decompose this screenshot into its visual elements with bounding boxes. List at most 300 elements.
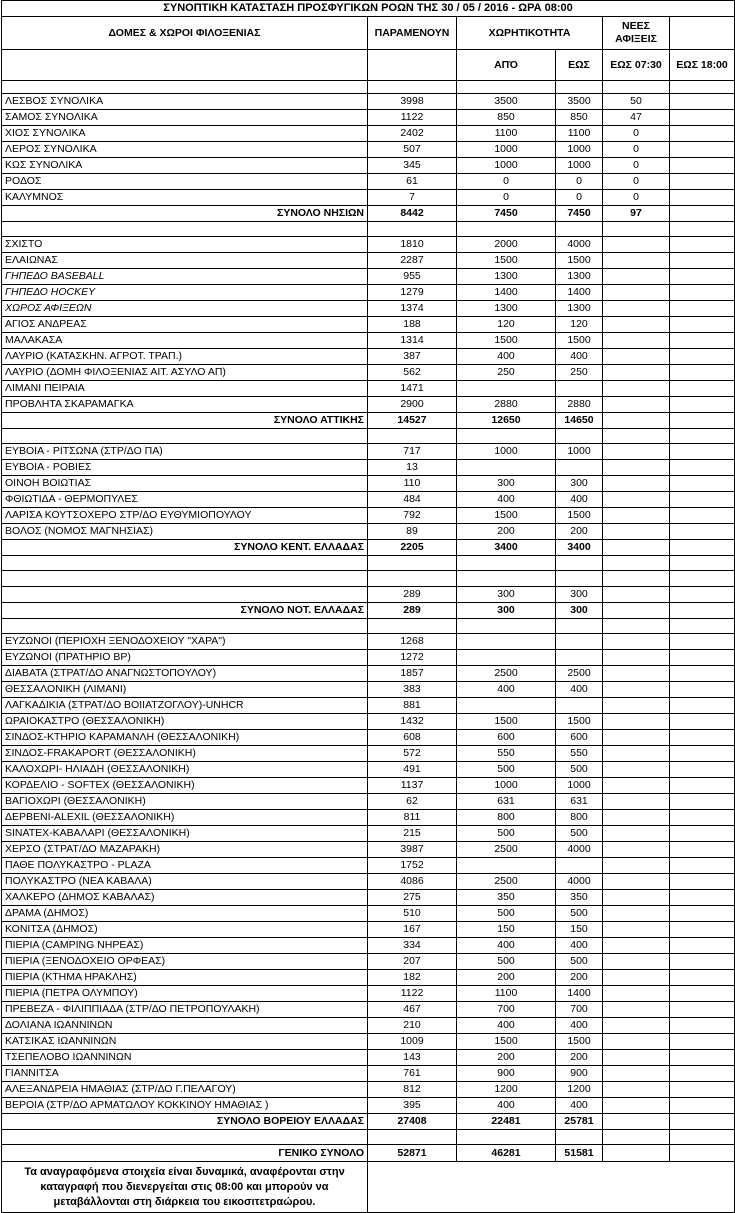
cell-to: 1400 <box>556 285 603 301</box>
spacer-row <box>2 556 735 571</box>
table-row <box>2 190 735 206</box>
table-row <box>2 365 735 381</box>
cell-arr1800 <box>670 1050 735 1066</box>
cell-arr1800 <box>670 1034 735 1050</box>
cell-remaining: 27408 <box>368 1114 457 1130</box>
cell-arr0730 <box>603 1018 670 1034</box>
cell-name: ΣΙΝΔΟΣ-ΚΤΗΡΙΟ ΚΑΡΑΜΑΝΛΗ (ΘΕΣΣΑΛΟΝΙΚΗ) <box>2 730 368 746</box>
cell-from: 120 <box>457 317 556 333</box>
cell-remaining: 1137 <box>368 778 457 794</box>
cell-name: ΑΓΙΟΣ ΑΝΔΡΕΑΣ <box>2 317 368 333</box>
cell-to: 500 <box>556 826 603 842</box>
table-row <box>2 126 735 142</box>
cell-from: 350 <box>457 890 556 906</box>
cell-from <box>457 381 556 397</box>
cell-remaining: 110 <box>368 476 457 492</box>
table-row <box>2 174 735 190</box>
cell-name: ΤΣΕΠΕΛΟΒΟ ΙΩΑΝΝΙΝΩΝ <box>2 1050 368 1066</box>
cell-remaining: 62 <box>368 794 457 810</box>
cell-from: 400 <box>457 938 556 954</box>
cell-remaining: 215 <box>368 826 457 842</box>
cell-remaining: 2287 <box>368 253 457 269</box>
cell-remaining: 143 <box>368 1050 457 1066</box>
cell-name: ΚΩΣ ΣΥΝΟΛΙΚΑ <box>2 158 368 174</box>
cell-name: ΒΑΓΙΟΧΩΡΙ (ΘΕΣΣΑΛΟΝΙΚΗ) <box>2 794 368 810</box>
cell-arr0730 <box>603 349 670 365</box>
cell-from <box>457 698 556 714</box>
cell-name: ΡΟΔΟΣ <box>2 174 368 190</box>
cell-from: 2500 <box>457 666 556 682</box>
cell-name: ΣΥΝΟΛΟ ΝΟΤ. ΕΛΛΑΔΑΣ <box>2 603 368 619</box>
cell-remaining: 8442 <box>368 206 457 222</box>
cell-name: ΦΘΙΩΤΙΔΑ - ΘΕΡΜΟΠΥΛΕΣ <box>2 492 368 508</box>
cell-arr0730 <box>603 476 670 492</box>
cell-arr1800 <box>670 237 735 253</box>
cell-arr0730 <box>603 858 670 874</box>
cell-from: 1400 <box>457 285 556 301</box>
table-row <box>2 842 735 858</box>
cell-from: 22481 <box>457 1114 556 1130</box>
cell-arr0730 <box>603 1098 670 1114</box>
header-remaining: ΠΑΡΑΜΕΝΟΥΝ <box>368 17 457 50</box>
cell-arr1800 <box>670 634 735 650</box>
cell-from: 1500 <box>457 333 556 349</box>
cell-from: 1200 <box>457 1082 556 1098</box>
cell-remaining: 167 <box>368 922 457 938</box>
table-row <box>2 906 735 922</box>
cell-arr0730 <box>603 906 670 922</box>
cell-to: 4000 <box>556 874 603 890</box>
cell-name: ΠΟΛΥΚΑΣΤΡΟ (ΝΕΑ ΚΑΒΑΛΑ) <box>2 874 368 890</box>
cell-to: 300 <box>556 603 603 619</box>
cell-remaining: 387 <box>368 349 457 365</box>
cell-to: 1500 <box>556 714 603 730</box>
table-row <box>2 858 735 874</box>
cell-to: 7450 <box>556 206 603 222</box>
cell-to: 1500 <box>556 508 603 524</box>
cell-name: ΚΑΛΥΜΝΟΣ <box>2 190 368 206</box>
cell-name: ΚΟΝΙΤΣΑ (ΔΗΜΟΣ) <box>2 922 368 938</box>
section-total-row <box>2 603 735 619</box>
cell-remaining: 562 <box>368 365 457 381</box>
cell-arr1800 <box>670 730 735 746</box>
cell-from: 1100 <box>457 986 556 1002</box>
cell-remaining: 1272 <box>368 650 457 666</box>
cell-remaining: 1752 <box>368 858 457 874</box>
cell-arr0730 <box>603 730 670 746</box>
table-row <box>2 810 735 826</box>
cell-name: ΧΑΛΚΕΡΟ (ΔΗΜΟΣ ΚΑΒΑΛΑΣ) <box>2 890 368 906</box>
cell-to: 500 <box>556 762 603 778</box>
cell-remaining: 13 <box>368 460 457 476</box>
cell-remaining: 491 <box>368 762 457 778</box>
cell-arr1800 <box>670 571 735 587</box>
cell-remaining: 510 <box>368 906 457 922</box>
table-row <box>2 460 735 476</box>
cell-name: ΛΕΣΒΟΣ ΣΥΝΟΛΙΚΑ <box>2 94 368 110</box>
cell-to: 1500 <box>556 253 603 269</box>
cell-remaining: 289 <box>368 603 457 619</box>
cell-name: ΜΑΛΑΚΑΣΑ <box>2 333 368 349</box>
cell-arr1800 <box>670 587 735 603</box>
cell-to: 400 <box>556 938 603 954</box>
cell-remaining: 761 <box>368 1066 457 1082</box>
cell-remaining: 484 <box>368 492 457 508</box>
cell-name: ΒΕΡΟΙΑ (ΣΤΡ/ΔΟ ΑΡΜΑΤΩΛΟΥ ΚΟΚΚΙΝΟΥ ΗΜΑΘΙΑΣ ) <box>2 1098 368 1114</box>
cell-from: 850 <box>457 110 556 126</box>
table-row <box>2 794 735 810</box>
cell-remaining: 1122 <box>368 110 457 126</box>
cell-name: ΩΡΑΙΟΚΑΣΤΡΟ (ΘΕΣΣΑΛΟΝΙΚΗ) <box>2 714 368 730</box>
spacer-row <box>2 222 735 237</box>
table-row <box>2 269 735 285</box>
cell-to <box>556 858 603 874</box>
cell-to: 200 <box>556 1050 603 1066</box>
table-row <box>2 826 735 842</box>
cell-arr1800 <box>670 698 735 714</box>
cell-arr0730 <box>603 794 670 810</box>
cell-name: ΔΙΑΒΑΤΑ (ΣΤΡΑΤ/ΔΟ ΑΝΑΓΝΩΣΤΟΠΟΥΛΟΥ) <box>2 666 368 682</box>
cell-from: 1000 <box>457 778 556 794</box>
cell-from: 631 <box>457 794 556 810</box>
table-row <box>2 666 735 682</box>
cell-arr1800 <box>670 444 735 460</box>
cell-name: ΣΙΝΔΟΣ-FRAKAPORT (ΘΕΣΣΑΛΟΝΙΚΗ) <box>2 746 368 762</box>
cell-arr0730 <box>603 986 670 1002</box>
cell-to: 120 <box>556 317 603 333</box>
table-row <box>2 476 735 492</box>
cell-name: ΛΙΜΑΝΙ ΠΕΙΡΑΙΑ <box>2 381 368 397</box>
cell-to: 1300 <box>556 269 603 285</box>
table-row <box>2 954 735 970</box>
cell-remaining: 207 <box>368 954 457 970</box>
cell-arr1800 <box>670 142 735 158</box>
cell-to: 400 <box>556 1098 603 1114</box>
cell-from: 1500 <box>457 253 556 269</box>
cell-name: ΛΕΡΟΣ ΣΥΝΟΛΙΚΑ <box>2 142 368 158</box>
cell-from: 400 <box>457 682 556 698</box>
subheader-row <box>2 50 735 81</box>
table-row <box>2 634 735 650</box>
cell-name: ΟΙΝΟΗ ΒΟΙΩΤΙΑΣ <box>2 476 368 492</box>
cell-arr0730 <box>603 508 670 524</box>
cell-arr0730: 0 <box>603 190 670 206</box>
cell-from: 800 <box>457 810 556 826</box>
cell-arr0730 <box>603 587 670 603</box>
cell-arr1800 <box>670 1066 735 1082</box>
cell-to: 400 <box>556 1018 603 1034</box>
grand-total-row <box>2 1145 735 1162</box>
header-from: ΑΠΌ <box>457 50 556 81</box>
table-row <box>2 682 735 698</box>
cell-to: 4000 <box>556 842 603 858</box>
table-row <box>2 730 735 746</box>
cell-arr0730 <box>603 826 670 842</box>
cell-from: 3500 <box>457 94 556 110</box>
cell-remaining: 2402 <box>368 126 457 142</box>
cell-arr0730 <box>603 746 670 762</box>
cell-name: ΓΕΝΙΚΟ ΣΥΝΟΛΟ <box>2 1145 368 1162</box>
cell-arr0730 <box>603 810 670 826</box>
cell-from: 200 <box>457 1050 556 1066</box>
cell-name: ΓΙΑΝΝΙΤΣΑ <box>2 1066 368 1082</box>
cell-remaining: 572 <box>368 746 457 762</box>
cell-from: 1300 <box>457 269 556 285</box>
cell-remaining: 3987 <box>368 842 457 858</box>
cell-to: 2880 <box>556 397 603 413</box>
cell-remaining: 2900 <box>368 397 457 413</box>
cell-arr1800 <box>670 746 735 762</box>
cell-from: 2500 <box>457 874 556 890</box>
cell-to: 0 <box>556 174 603 190</box>
cell-from <box>457 858 556 874</box>
cell-from: 250 <box>457 365 556 381</box>
cell-name: ΛΑΡΙΣΑ ΚΟΥΤΣΟΧΕΡΟ ΣΤΡ/ΔΟ ΕΥΘΥΜΙΟΠΟΥΛΟΥ <box>2 508 368 524</box>
report-title: ΣΥΝΟΠΤΙΚΗ ΚΑΤΑΣΤΑΣΗ ΠΡΟΣΦΥΓΙΚΩΝ ΡΟΩΝ ΤΗΣ 30 / 05 / 2016 - ΩΡΑ 08:00 <box>2 1 735 17</box>
cell-to: 14650 <box>556 413 603 429</box>
cell-arr1800 <box>670 794 735 810</box>
spacer-row <box>2 619 735 634</box>
cell-remaining: 210 <box>368 1018 457 1034</box>
cell-from: 150 <box>457 922 556 938</box>
table-row <box>2 237 735 253</box>
cell-arr1800 <box>670 826 735 842</box>
cell-name: ΓΗΠΕΔΟ HOCKEY <box>2 285 368 301</box>
refugee-flows-table <box>1 0 735 1213</box>
table-row <box>2 508 735 524</box>
cell-name: ΠΙΕΡΙΑ (CAMPING ΝΗΡΕΑΣ) <box>2 938 368 954</box>
cell-name: ΣΥΝΟΛΟ ΚΕΝΤ. ΕΛΛΑΔΑΣ <box>2 540 368 556</box>
cell-name <box>2 587 368 603</box>
cell-arr1800 <box>670 253 735 269</box>
cell-name: ΠΙΕΡΙΑ (ΚΤΗΜΑ ΗΡΑΚΛΗΣ) <box>2 970 368 986</box>
cell-name: ΧΕΡΣΟ (ΣΤΡΑΤ/ΔΟ ΜΑΖΑΡΑΚΗ) <box>2 842 368 858</box>
cell-to: 3400 <box>556 540 603 556</box>
cell-remaining: 289 <box>368 587 457 603</box>
cell-name: ΠΑΘΕ ΠΟΛΥΚΑΣΤΡΟ - PLAZA <box>2 858 368 874</box>
cell-to: 0 <box>556 190 603 206</box>
cell-name: ΣΑΜΟΣ ΣΥΝΟΛΙΚΑ <box>2 110 368 126</box>
cell-remaining: 1810 <box>368 237 457 253</box>
cell-arr1800 <box>670 94 735 110</box>
cell-to: 300 <box>556 476 603 492</box>
cell-arr1800 <box>670 333 735 349</box>
cell-arr0730 <box>603 970 670 986</box>
cell-from: 12650 <box>457 413 556 429</box>
cell-name: ΠΡΕΒΕΖΑ - ΦΙΛΙΠΠΙΑΔΑ (ΣΤΡ/ΔΟ ΠΕΤΡΟΠΟΥΛΑΚΗ) <box>2 1002 368 1018</box>
cell-arr1800 <box>670 938 735 954</box>
cell-arr1800 <box>670 603 735 619</box>
cell-to: 500 <box>556 906 603 922</box>
table-row <box>2 142 735 158</box>
cell-arr0730: 97 <box>603 206 670 222</box>
cell-from: 1300 <box>457 301 556 317</box>
cell-name: ΣΧΙΣΤΟ <box>2 237 368 253</box>
table-row <box>2 317 735 333</box>
cell-arr0730 <box>603 778 670 794</box>
cell-remaining: 383 <box>368 682 457 698</box>
title-row <box>2 1 735 17</box>
cell-arr1800 <box>670 190 735 206</box>
table-row <box>2 1066 735 1082</box>
cell-arr0730 <box>603 571 670 587</box>
cell-name: ΒΟΛΟΣ (ΝΟΜΟΣ ΜΑΓΝΗΣΙΑΣ) <box>2 524 368 540</box>
cell-name: ΧΙΟΣ ΣΥΝΟΛΙΚΑ <box>2 126 368 142</box>
cell-arr0730 <box>603 1002 670 1018</box>
cell-from <box>457 571 556 587</box>
cell-remaining: 467 <box>368 1002 457 1018</box>
table-row <box>2 524 735 540</box>
cell-name: ΕΥΖΩΝΟΙ (ΠΡΑΤΗΡΙΟ BP) <box>2 650 368 666</box>
cell-to: 2500 <box>556 666 603 682</box>
cell-remaining: 1432 <box>368 714 457 730</box>
cell-remaining: 1268 <box>368 634 457 650</box>
cell-name: ΠΡΟΒΛΗΤΑ ΣΚΑΡΑΜΑΓΚΑ <box>2 397 368 413</box>
cell-arr0730: 50 <box>603 94 670 110</box>
cell-remaining: 188 <box>368 317 457 333</box>
cell-name: ΕΥΒΟΙΑ - ΡΙΤΣΩΝΑ (ΣΤΡ/ΔΟ ΠΑ) <box>2 444 368 460</box>
cell-arr1800 <box>670 858 735 874</box>
cell-from: 400 <box>457 1018 556 1034</box>
table-row <box>2 1002 735 1018</box>
cell-from: 900 <box>457 1066 556 1082</box>
cell-arr0730 <box>603 682 670 698</box>
cell-arr0730 <box>603 524 670 540</box>
cell-arr0730 <box>603 842 670 858</box>
cell-name: ΚΟΡΔΕΛΙΟ - SOFTEX (ΘΕΣΣΑΛΟΝΙΚΗ) <box>2 778 368 794</box>
cell-from: 400 <box>457 349 556 365</box>
cell-to: 200 <box>556 970 603 986</box>
cell-remaining <box>368 571 457 587</box>
table-row <box>2 1098 735 1114</box>
cell-from: 3400 <box>457 540 556 556</box>
cell-name: ΠΙΕΡΙΑ (ΞΕΝΟΔΟΧΕΙΟ ΟΡΦΕΑΣ) <box>2 954 368 970</box>
cell-from: 1000 <box>457 444 556 460</box>
cell-name: ΣΥΝΟΛΟ ΝΗΣΙΩΝ <box>2 206 368 222</box>
cell-name: ΔΡΑΜΑ (ΔΗΜΟΣ) <box>2 906 368 922</box>
footnote: Τα αναγραφόμενα στοιχεία είναι δυναμικά, αναφέρονται στην καταγραφή που διενεργείται στις 08:00 και μπορούν να μεταβάλλονται στη διάρκεια του εικοσιτετραώρου. <box>2 1162 368 1213</box>
cell-arr1800 <box>670 158 735 174</box>
cell-remaining: 881 <box>368 698 457 714</box>
cell-arr1800 <box>670 682 735 698</box>
note-row <box>2 1162 735 1213</box>
cell-remaining: 61 <box>368 174 457 190</box>
cell-name <box>2 571 368 587</box>
cell-name: ΧΩΡΟΣ ΑΦΙΞΕΩΝ <box>2 301 368 317</box>
cell-to: 1500 <box>556 1034 603 1050</box>
cell-to: 1200 <box>556 1082 603 1098</box>
cell-name: ΔΟΛΙΑΝΑ ΙΩΑΝΝΙΝΩΝ <box>2 1018 368 1034</box>
cell-arr1800 <box>670 1114 735 1130</box>
cell-name: ΣΥΝΟΛΟ ΑΤΤΙΚΗΣ <box>2 413 368 429</box>
cell-arr0730 <box>603 874 670 890</box>
cell-remaining: 1471 <box>368 381 457 397</box>
cell-arr1800 <box>670 666 735 682</box>
cell-name: ΛΑΓΚΑΔΙΚΙΑ (ΣΤΡΑΤ/ΔΟ ΒΟΙΙΑΤΖΟΓΛΟΥ)-UNHCR <box>2 698 368 714</box>
cell-from: 200 <box>457 524 556 540</box>
cell-remaining: 1122 <box>368 986 457 1002</box>
cell-to: 300 <box>556 587 603 603</box>
table-row <box>2 938 735 954</box>
table-row <box>2 158 735 174</box>
cell-remaining: 955 <box>368 269 457 285</box>
cell-arr0730: 47 <box>603 110 670 126</box>
cell-arr1800 <box>670 810 735 826</box>
cell-to: 400 <box>556 682 603 698</box>
cell-arr0730 <box>603 762 670 778</box>
cell-from: 2500 <box>457 842 556 858</box>
cell-arr1800 <box>670 317 735 333</box>
cell-arr0730 <box>603 714 670 730</box>
cell-arr1800 <box>670 524 735 540</box>
cell-to: 1400 <box>556 986 603 1002</box>
cell-from: 500 <box>457 954 556 970</box>
cell-remaining: 395 <box>368 1098 457 1114</box>
cell-name: ΔΕΡΒΕΝΙ-ALEXIL (ΘΕΣΣΑΛΟΝΙΚΗ) <box>2 810 368 826</box>
cell-arr0730 <box>603 1050 670 1066</box>
cell-arr1800 <box>670 986 735 1002</box>
cell-from: 300 <box>457 603 556 619</box>
cell-from: 1500 <box>457 508 556 524</box>
cell-arr1800 <box>670 714 735 730</box>
cell-to <box>556 460 603 476</box>
table-row <box>2 1034 735 1050</box>
cell-arr0730: 0 <box>603 174 670 190</box>
section-total-row <box>2 413 735 429</box>
cell-to: 700 <box>556 1002 603 1018</box>
table-row <box>2 94 735 110</box>
cell-name: ΛΑΥΡΙΟ (ΚΑΤΑΣΚΗΝ. ΑΓΡΟΤ. ΤΡΑΠ.) <box>2 349 368 365</box>
cell-arr1800 <box>670 890 735 906</box>
cell-to: 1000 <box>556 444 603 460</box>
table-row <box>2 922 735 938</box>
cell-arr1800 <box>670 269 735 285</box>
cell-from: 0 <box>457 174 556 190</box>
cell-arr1800 <box>670 762 735 778</box>
table-row <box>2 874 735 890</box>
header-row <box>2 17 735 50</box>
cell-arr0730 <box>603 1066 670 1082</box>
cell-remaining: 7 <box>368 190 457 206</box>
cell-from: 500 <box>457 762 556 778</box>
cell-to: 800 <box>556 810 603 826</box>
spacer-row <box>2 429 735 444</box>
cell-from: 1100 <box>457 126 556 142</box>
cell-name: ΣΥΝΟΛΟ ΒΟΡΕΙΟΥ ΕΛΛΑΔΑΣ <box>2 1114 368 1130</box>
cell-arr0730 <box>603 634 670 650</box>
cell-name: ΓΗΠΕΔΟ BASEBALL <box>2 269 368 285</box>
cell-name: ΚΑΛΟΧΩΡΙ- ΗΛΙΑΔΗ (ΘΕΣΣΑΛΟΝΙΚΗ) <box>2 762 368 778</box>
cell-to: 1000 <box>556 778 603 794</box>
header-to: ΕΩΣ <box>556 50 603 81</box>
table-row <box>2 587 735 603</box>
cell-to: 4000 <box>556 237 603 253</box>
cell-to: 1000 <box>556 142 603 158</box>
cell-arr1800 <box>670 970 735 986</box>
cell-to: 3500 <box>556 94 603 110</box>
cell-remaining: 14527 <box>368 413 457 429</box>
cell-arr1800 <box>670 1145 735 1162</box>
table-row <box>2 890 735 906</box>
cell-from: 400 <box>457 492 556 508</box>
cell-arr0730 <box>603 317 670 333</box>
cell-remaining: 4086 <box>368 874 457 890</box>
cell-remaining: 812 <box>368 1082 457 1098</box>
cell-to: 400 <box>556 349 603 365</box>
cell-arr0730 <box>603 253 670 269</box>
table-row <box>2 970 735 986</box>
cell-arr0730 <box>603 650 670 666</box>
